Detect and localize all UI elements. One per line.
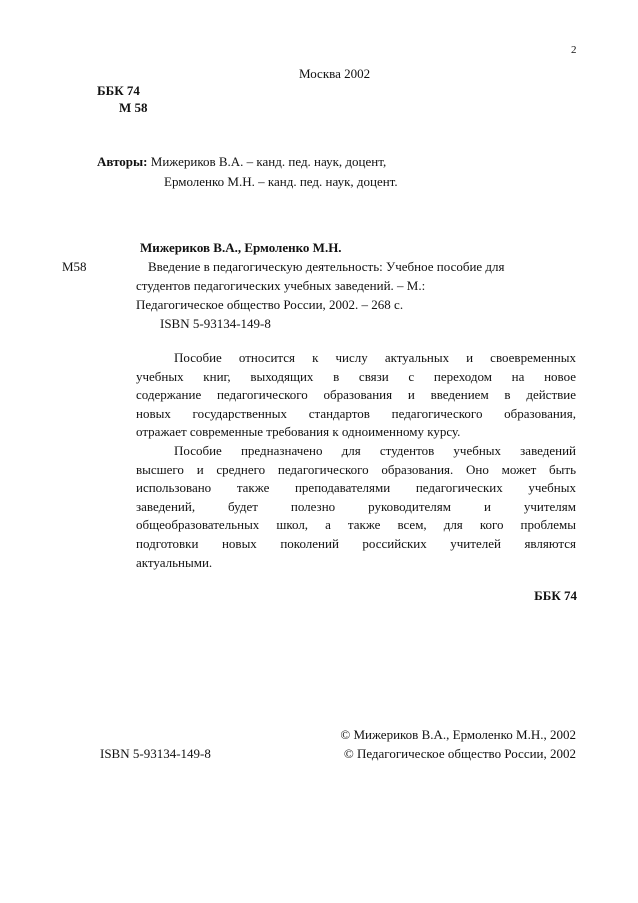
annotation-line: содержание педагогического образования и введением в действие	[136, 387, 576, 403]
copyright-authors: © Мижериков В.А., Ермоленко М.Н., 2002	[340, 727, 576, 742]
annotation-line: актуальными.	[136, 554, 213, 570]
author-1: Мижериков В.А. – канд. пед. наук, доцент,	[150, 154, 387, 169]
annotation-paragraph-1	[136, 349, 576, 442]
catalog-authors: Мижериков В.А., Ермоленко М.Н.	[140, 240, 342, 255]
bbk-index-top: ББК 74	[97, 83, 140, 98]
annotation-line: использовано также преподавателями педагогических учебных	[136, 480, 576, 496]
catalog-title-line-3: Педагогическое общество России, 2002. – 268 с.	[136, 297, 404, 312]
annotation-paragraph-2	[136, 442, 576, 572]
annotation-line: новых государственных стандартов педагогического образования,	[136, 405, 576, 421]
bbk-index-right: ББК 74	[534, 588, 577, 603]
catalog-isbn: ISBN 5-93134-149-8	[160, 316, 271, 331]
annotation-line: Пособие предназначено для студентов учебных заведений	[174, 443, 576, 458]
author-2: Ермоленко М.Н. – канд. пед. наук, доцент.	[164, 174, 398, 189]
copyright-publisher: © Педагогическое общество России, 2002	[343, 746, 576, 761]
annotation-line: отражает современные требования к одноименному курсу.	[136, 424, 461, 440]
catalog-title-line-2: студентов педагогических учебных заведений. – М.:	[136, 278, 426, 293]
author-mark-top: М 58	[119, 100, 148, 115]
authors-line-1	[97, 154, 386, 170]
annotation-line: общеобразовательных школ, а также всем, для кого проблемы	[136, 517, 576, 533]
footer-isbn: ISBN 5-93134-149-8	[100, 746, 211, 761]
annotation-line: Пособие относится к числу актуальных и своевременных	[174, 350, 576, 365]
authors-label: Авторы:	[97, 154, 148, 169]
annotation-line: высшего и среднего педагогического образования. Оно может быть	[136, 461, 576, 477]
annotation-line: учебных книг, выходящих в связи с переходом на новое	[136, 368, 576, 384]
catalog-title-line-1: Введение в педагогическую деятельность: Учебное пособие для	[148, 259, 505, 274]
city-year: Москва 2002	[299, 66, 371, 81]
page-number: 2	[571, 44, 577, 56]
annotation-line: заведений, будет полезно руководителям и учителям	[136, 498, 576, 514]
annotation-line: подготовки новых поколений российских учителей являются	[136, 535, 576, 551]
catalog-side-code: М58	[62, 259, 87, 274]
